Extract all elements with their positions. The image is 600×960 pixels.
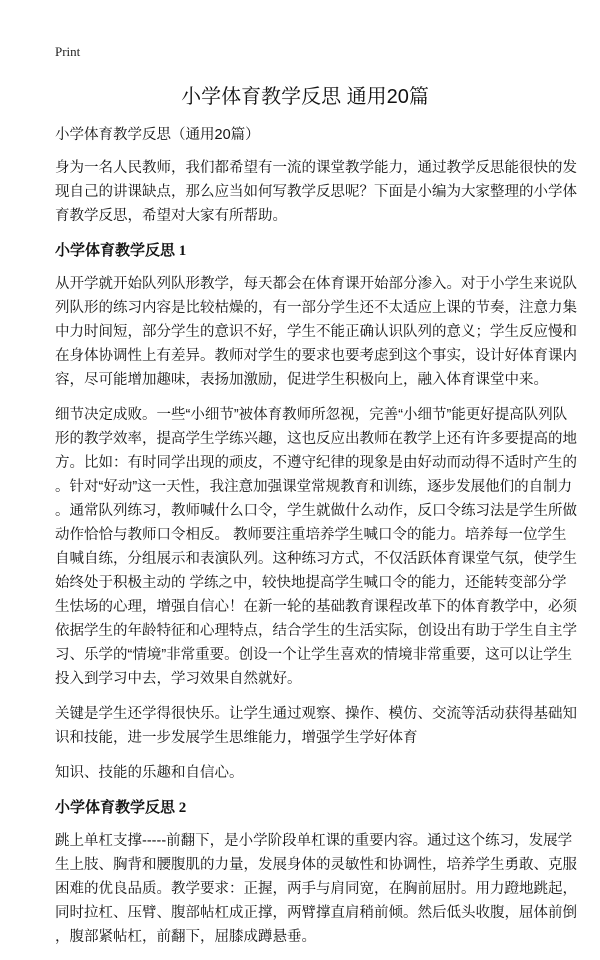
text-line: 生上肢、胸背和腰腹肌的力量，发展身体的灵敏性和协调性，培养学生勇敢、克服 [55, 857, 577, 873]
text-line: 知识、技能的乐趣和自信心。 [55, 765, 244, 781]
section1-paragraph [55, 702, 577, 750]
text-line: 关键是学生还学得很快乐。让学生通过观察、操作、模仿、交流等活动获得基础知 [55, 706, 577, 722]
section-heading-1: 小学体育教学反思 1 [55, 243, 187, 259]
text-line: 依据学生的年龄特征和心理特点，结合学生的生活实际，创设出有助于学生自主学 [55, 623, 577, 639]
text-line: ，腹部紧帖杠，前翻下，屈膝成蹲悬垂。 [55, 929, 316, 945]
text-line: 困难的优良品质。教学要求：正握，两手与肩同宽，在胸前屈肘。用力蹬地跳起， [55, 881, 577, 897]
text-line: 习、乐学的“情境”非常重要。创设一个让学生喜欢的情境非常重要，这可以让学生 [55, 647, 573, 663]
text-line: 生怯场的心理，增强自信心！在新一轮的基础教育课程改革下的体育教学中，必须 [55, 599, 577, 615]
text-line: 识和技能，进一步发展学生思维能力，增强学生学好体育 [55, 730, 418, 746]
text-line: 形的教学效率，提高学生学练兴趣，这也反应出教师在教学上还有许多要提高的地 [55, 431, 577, 447]
section1-paragraph [55, 272, 577, 392]
text-line: 列队形的练习内容是比较枯燥的，有一部分学生还不太适应上课的节奏，注意力集 [55, 300, 577, 316]
section-heading-2: 小学体育教学反思 2 [55, 800, 187, 816]
section1-paragraph [55, 403, 577, 691]
text-line: 自喊自练，分组展示和表演队列。这种练习方式，不仅活跃体育课堂气氛，使学生 [55, 551, 577, 567]
page-title: 小学体育教学反思 通用20篇 [181, 86, 429, 108]
text-line: 中力时间短，部分学生的意识不好，学生不能正确认识队列的意义；学生反应慢和 [55, 324, 577, 340]
text-line: 细节决定成败。一些“小细节”被体育教师所忽视，完善“小细节”能更好提高队列队 [55, 407, 568, 423]
text-line: 在身体协调性上有差异。教师对学生的要求也要考虑到这个事实，设计好体育课内 [55, 348, 577, 364]
intro-paragraph [55, 156, 577, 228]
text-line: 动作恰恰与教师口令相反。 教师要注重培养学生喊口令的能力。培养每一位学生 [55, 527, 567, 543]
text-line: 。针对“好动”这一天性，我注意加强课堂常规教育和训练，逐步发展他们的自制力 [55, 479, 573, 495]
section2-paragraph [55, 829, 577, 949]
document-page [55, 44, 577, 960]
text-line: 跳上单杠支撑-----前翻下，是小学阶段单杠课的重要内容。通过这个练习，发展学 [55, 833, 573, 849]
document-subtitle: 小学体育教学反思（通用20篇） [55, 127, 260, 143]
text-line: 同时拉杠、压臂、腹部帖杠成正撑，两臂撑直肩稍前倾。然后低头收腹，屈体前倒 [55, 905, 577, 921]
text-line: 。通常队列练习，教师喊什么口令，学生就做什么动作，反口令练习法是学生所做 [55, 503, 577, 519]
text-line: 投入到学习中去，学习效果自然就好。 [55, 671, 302, 687]
text-line: 容，尽可能增加趣味，表扬加激励，促进学生积极向上，融入体育课堂中来。 [55, 372, 548, 388]
text-line: 现自己的讲课缺点，那么应当如何写教学反思呢？下面是小编为大家整理的小学体 [55, 184, 577, 200]
section1-paragraph [55, 761, 555, 785]
text-line: 方。比如：有时同学出现的顽皮，不遵守纪律的现象是由好动而动得不适时产生的 [55, 455, 577, 471]
text-line: 从开学就开始队列队形教学，每天都会在体育课开始部分渗入。对于小学生来说队 [55, 276, 577, 292]
text-line: 身为一名人民教师，我们都希望有一流的课堂教学能力，通过教学反思能很快的发 [55, 160, 577, 176]
text-line: 育教学反思，希望对大家有所帮助。 [55, 208, 287, 224]
print-link[interactable]: Print [55, 44, 81, 59]
text-line: 始终处于积极主动的 学练之中，较快地提高学生喊口令的能力，还能转变部分学 [55, 575, 567, 591]
